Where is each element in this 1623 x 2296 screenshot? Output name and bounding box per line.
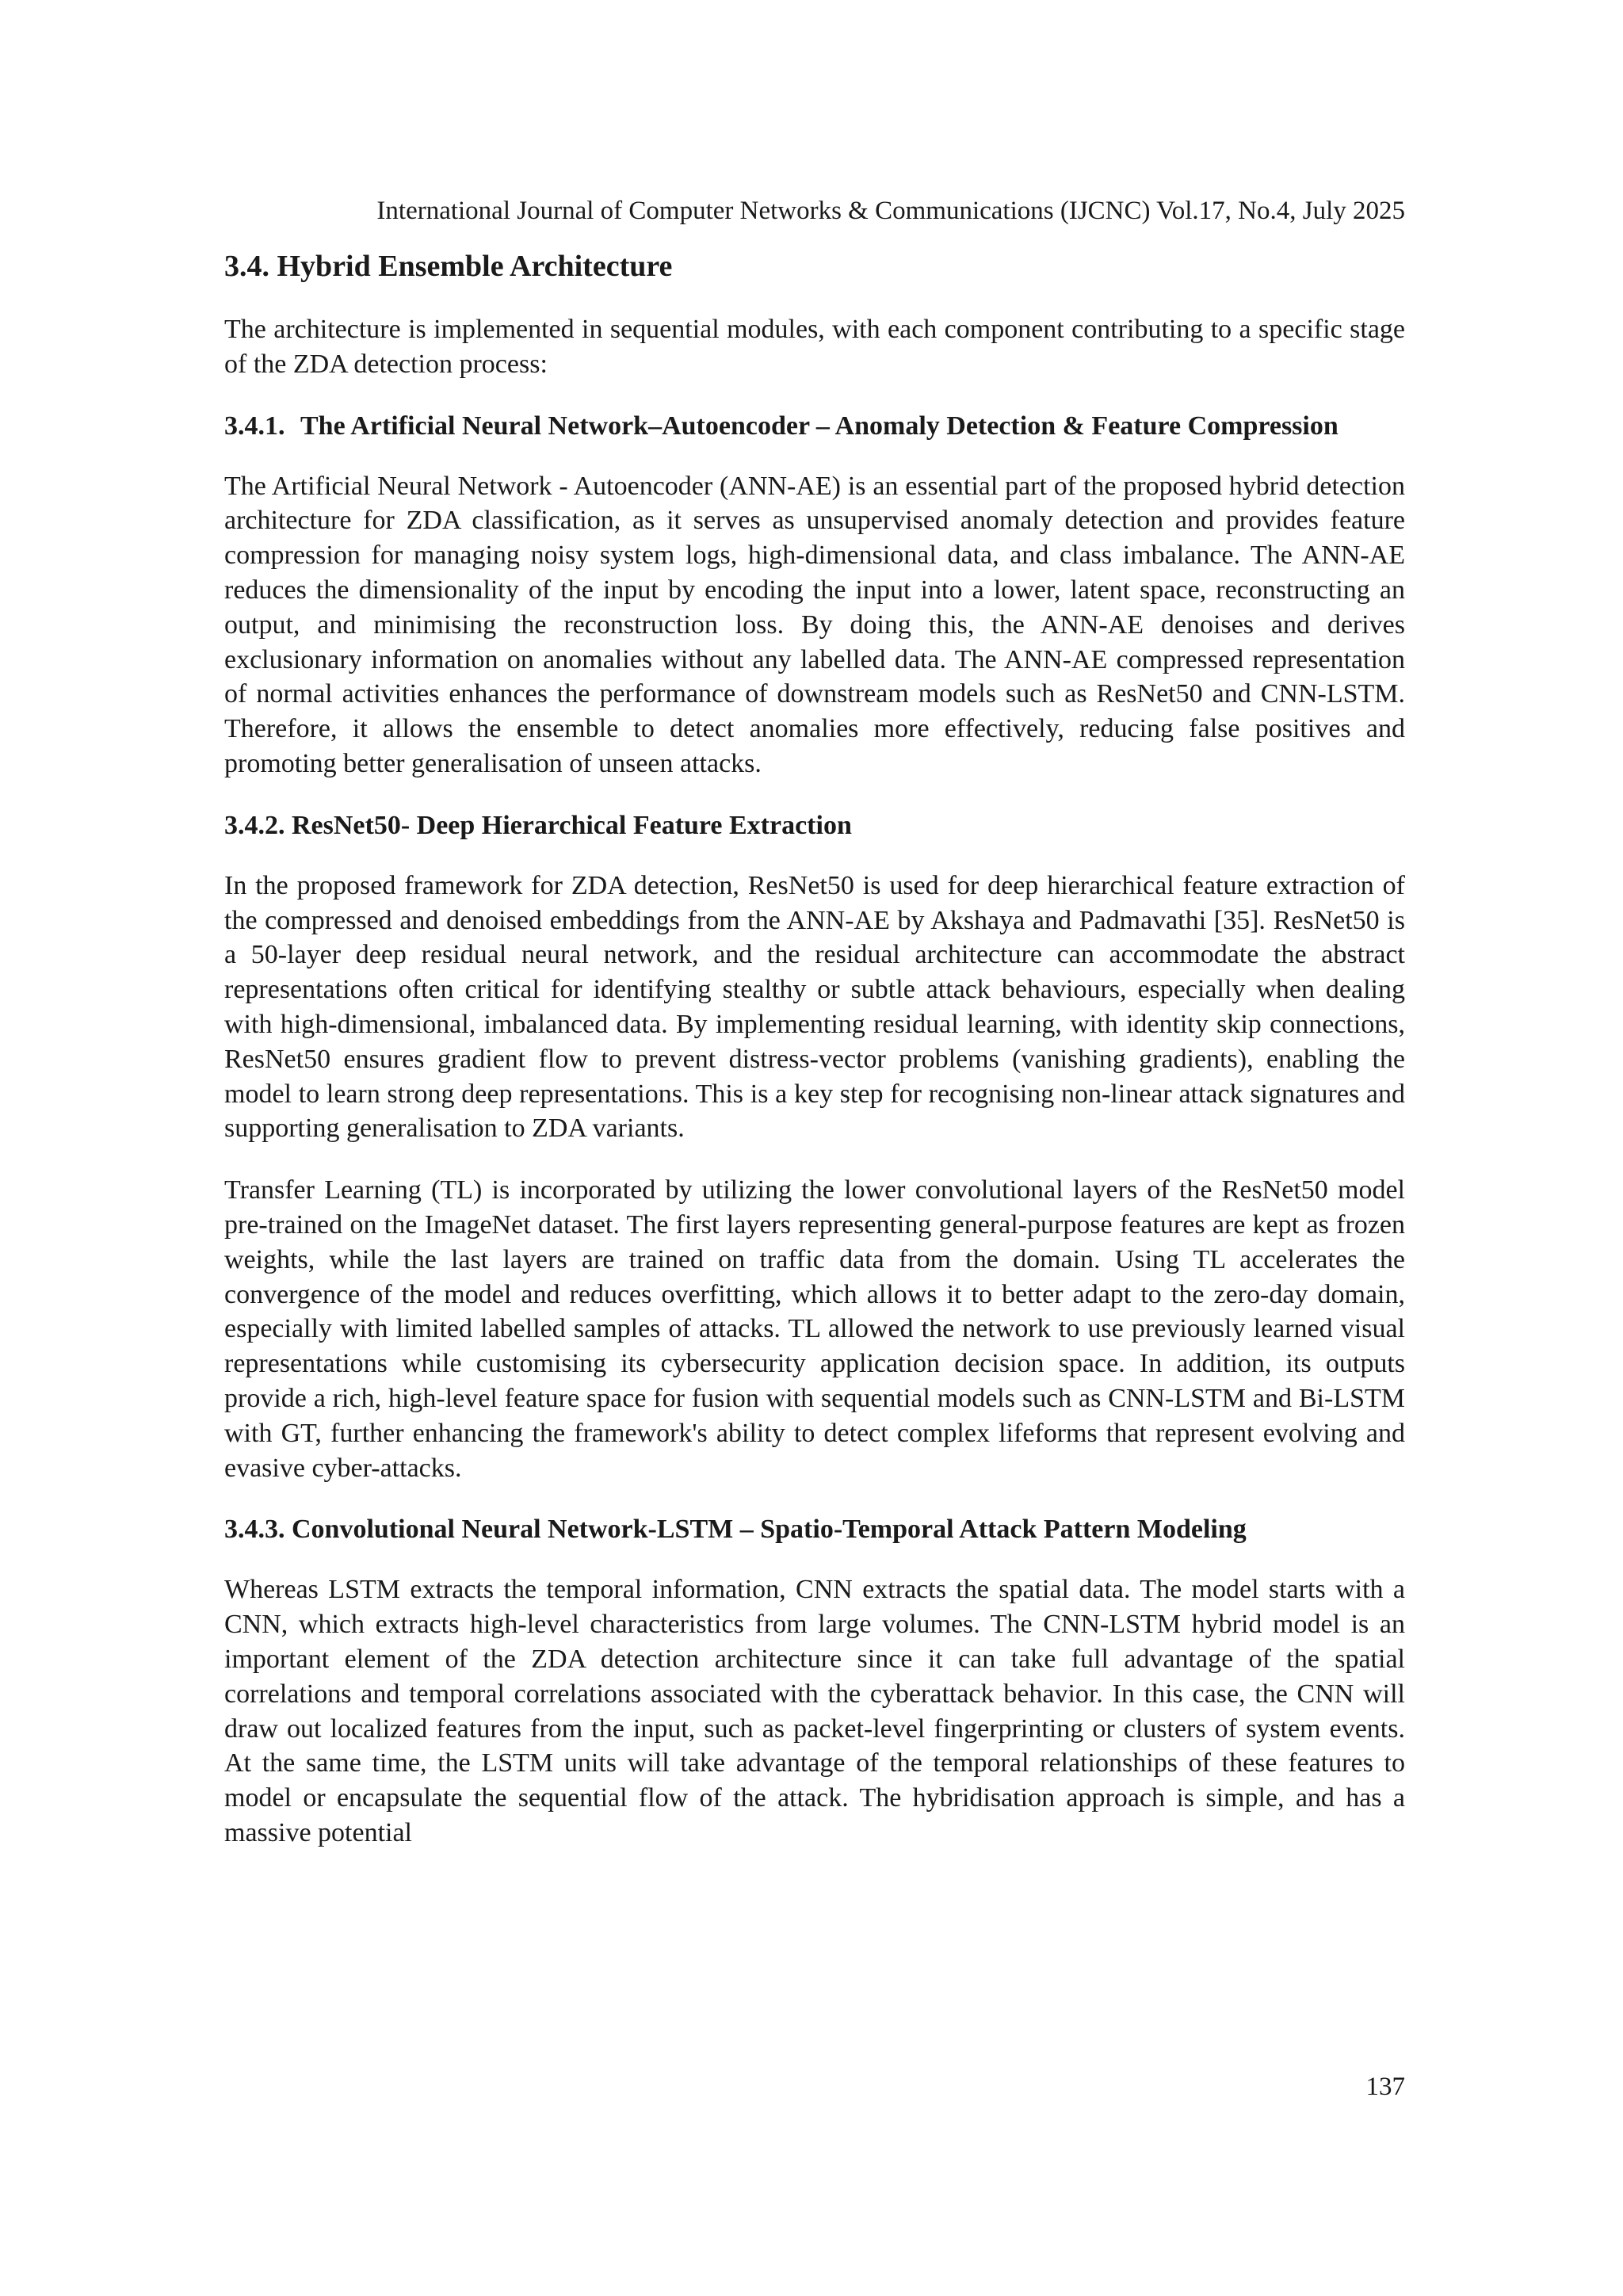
subsection-number: 3.4.3. — [224, 1515, 285, 1545]
subsection-title: The Artificial Neural Network–Autoencoder – Anomaly Detection & Feature Compression — [300, 411, 1338, 441]
subsection-heading-3-4-1 — [224, 409, 1405, 444]
paragraph-ann-ae: The Artificial Neural Network - Autoencoder (ANN-AE) is an essential part of the proposed hybrid detection architecture for ZDA classification, as it serves as unsupervised anomaly detection and provides feature compression for managing noisy system logs, high-dimensional data, and class imbalance. The ANN-AE reduces the dimensionality of the input by encoding the input into a lower, latent space, reconstructing an output, and minimising the reconstruction loss. By doing this, the ANN-AE denoises and derives exclusionary information on anomalies without any labelled data. The ANN-AE compressed representation of normal activities enhances the performance of downstream models such as ResNet50 and CNN-LSTM. Therefore, it allows the ensemble to detect anomalies more effectively, reducing false positives and promoting better generalisation of unseen attacks. — [224, 471, 1405, 778]
subsection-heading-3-4-2 — [224, 808, 1405, 843]
subsection-title: Convolutional Neural Network-LSTM – Spatio-Temporal Attack Pattern Modeling — [292, 1515, 1247, 1545]
page-content — [224, 247, 1405, 1878]
paragraph-cnn-lstm: Whereas LSTM extracts the temporal information, CNN extracts the spatial data. The model starts with a CNN, which extracts high-level characteristics from large volumes. The CNN-LSTM hybrid model is an important element of the ZDA detection architecture since it can take full advantage of the spatial correlations and temporal correlations associated with the cyberattack behavior. In this case, the CNN will draw out localized features from the input, such as packet-level fingerprinting or clusters of system events. At the same time, the LSTM units will take advantage of the temporal relationships of these features to model or encapsulate the sequential flow of the attack. The hybridisation approach is simple, and has a massive potential — [224, 1575, 1405, 1847]
paragraph-transfer-learning: Transfer Learning (TL) is incorporated by utilizing the lower convolutional layers of the ResNet50 model pre-trained on the ImageNet dataset. The first layers representing general-purpose features are kept as frozen weights, while the last layers are trained on traffic data from the domain. Using TL accelerates the convergence of the model and reduces overfitting, which allows it to better adapt to the zero-day domain, especially with limited labelled samples of attacks. TL allowed the network to use previously learned visual representations while customising its cybersecurity application decision space. In addition, its outputs provide a rich, high-level feature space for fusion with sequential models such as CNN-LSTM and Bi-LSTM with GT, further enhancing the framework's ability to detect complex lifeforms that represent evolving and evasive cyber-attacks. — [224, 1175, 1405, 1483]
subsection-number: 3.4.2. — [224, 810, 285, 840]
section-title: 3.4. Hybrid Ensemble Architecture — [224, 250, 673, 283]
subsection-title: ResNet50- Deep Hierarchical Feature Extraction — [292, 810, 852, 840]
section-intro: The architecture is implemented in sequential modules, with each component contributing to a specific stage of the ZDA detection process: — [224, 315, 1405, 379]
subsection-number: 3.4.1. — [224, 411, 285, 441]
page-number: 137 — [1365, 2073, 1405, 2101]
paper-page — [224, 0, 1405, 2296]
running-header: International Journal of Computer Networks & Communications (IJCNC) Vol.17, No.4, July 2025 — [376, 197, 1405, 225]
paragraph-resnet50: In the proposed framework for ZDA detection, ResNet50 is used for deep hierarchical feature extraction of the compressed and denoised embeddings from the ANN-AE by Akshaya and Padmavathi [35]. ResNet50 is a 50-layer deep residual neural network, and the residual architecture can accommodate the abstract representations often critical for identifying stealthy or subtle attack behaviours, especially when dealing with high-dimensional, imbalanced data. By implementing residual learning, with identity skip connections, ResNet50 ensures gradient flow to prevent distress-vector problems (vanishing gradients), enabling the model to learn strong deep representations. This is a key step for recognising non-linear attack signatures and supporting generalisation to ZDA variants. — [224, 870, 1405, 1144]
subsection-heading-3-4-3 — [224, 1512, 1405, 1547]
